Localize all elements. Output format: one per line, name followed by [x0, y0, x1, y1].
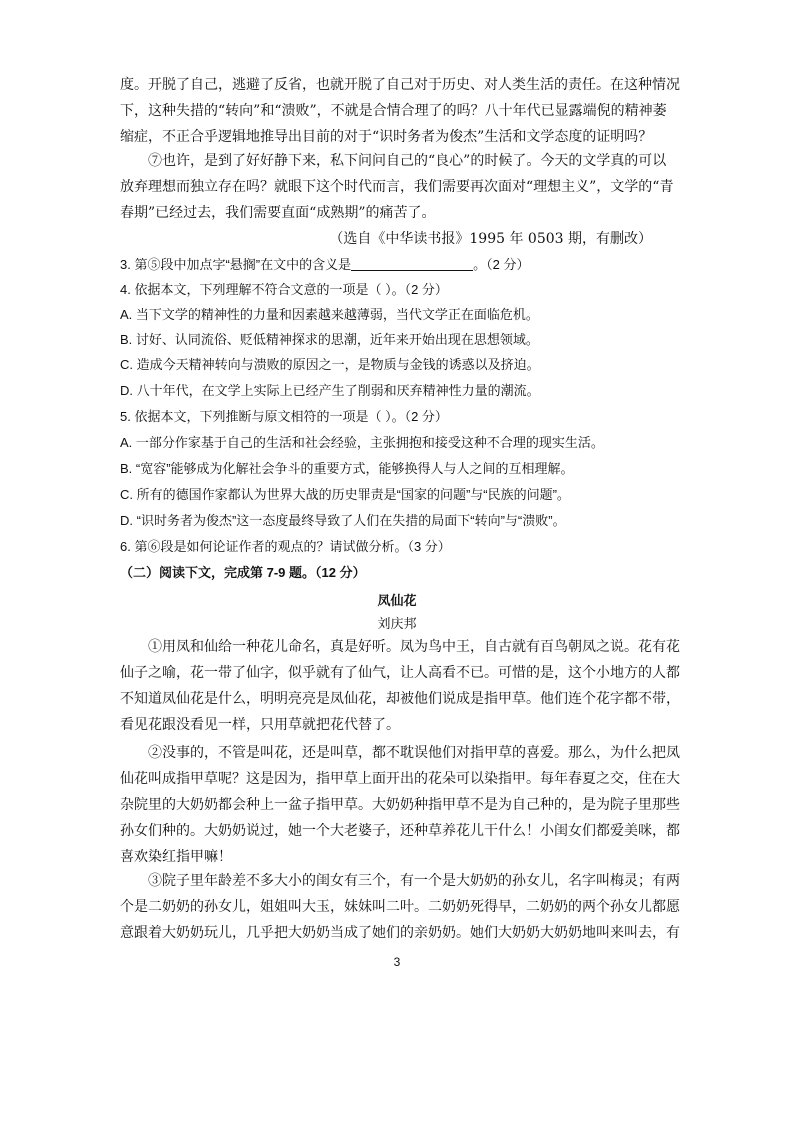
story-paragraph-2: ②没事的，不管是叫花，还是叫草，都不耽误他们对指甲草的喜爱。那么，为什么把凤仙花叫成指甲草呢？这是因为，指甲草上面开出的花朵可以染指甲。每年春夏之交，住在大杂院里的大奶奶都会种上一盆子指甲草。大奶奶种指甲草不是为自己种的，是为院子里那些孙女们种的。大奶奶说过，她一个大老婆子，还种草养花儿干什么！小闺女们都爱美咪，都喜欢染红指甲嘛！ [120, 745, 680, 865]
question-4-option-d: D. 八十年代，在文学上实际上已经产生了削弱和厌弃精神性力量的潮流。 [120, 383, 540, 398]
question-3 [120, 252, 680, 277]
passage-paragraph-continued: 度。开脱了自己，逃避了反省，也就开脱了自己对于历史、对人类生活的责任。在这种情况下，这种失措的“转向”和“溃败”，不就是合情合理了的吗？八十年代已显露端倪的精神萎缩症，不正合乎逻辑地推导出目前的对于“识时务者为俊杰”生活和文学态度的证明吗？ [120, 77, 680, 145]
question-4: 4. 依据本文，下列理解不符合文意的一项是（ ）。（2 分） [120, 282, 448, 297]
question-4-option-a: A. 当下文学的精神性的力量和因素越来越薄弱，当代文学正在面临危机。 [120, 307, 539, 322]
question-4-option-b: B. 讨好、认同流俗、贬低精神探求的思潮，近年来开始出现在思想领域。 [120, 332, 539, 347]
question-5-option-b: B. “宽容”能够成为化解社会争斗的重要方式，能够换得人与人之间的互相理解。 [120, 461, 574, 476]
question-5-option-c: C. 所有的德国作家都认为世界大战的历史罪责是“国家的问题”与“民族的问题”。 [120, 487, 570, 502]
story-paragraph-3: ③院子里年龄差不多大小的闺女有三个，有一个是大奶奶的孙女儿，名字叫梅灵；有两个是二奶奶的孙女儿，姐姐叫大玉，妹妹叫二叶。二奶奶死得早，二奶奶的两个孙女儿都愿意跟着大奶奶玩儿，几乎把大奶奶当成了她们的亲奶奶。她们大奶奶大奶奶地叫来叫去，有 [120, 873, 680, 941]
question-6: 6. 第⑥段是如何论证作者的观点的？请试做分析。（3 分） [120, 539, 451, 554]
question-4-option-c: C. 造成今天精神转向与溃败的原因之一，是物质与金钱的诱惑以及挤迫。 [120, 357, 540, 372]
page-number: 3 [393, 955, 401, 969]
question-3-text: 3. 第⑤段中加点字“悬搁”在文中的含义是 [120, 257, 352, 272]
story-author: 刘庆邦 [377, 617, 417, 632]
answer-blank[interactable] [351, 255, 473, 271]
story-title: 凤仙花 [377, 594, 417, 609]
section-2-heading: （二）阅读下文，完成第 7-9 题。（12 分） [120, 565, 366, 580]
question-5-option-a: A. 一部分作家基于自己的生活和社会经验，主张拥抱和接受这种不合理的现实生活。 [120, 435, 604, 450]
question-5: 5. 依据本文，下列推断与原文相符的一项是（ ）。（2 分） [120, 409, 448, 424]
question-5-option-d: D. “识时务者为俊杰”这一态度最终导致了人们在失措的局面下“转向”与“溃败”。 [120, 513, 566, 528]
passage-source: （选自《中华读书报》1995 年 0503 期，有删改） [329, 231, 652, 247]
passage-paragraph-7: ⑦也许，是到了好好静下来，私下问问自己的“良心”的时候了。今天的文学真的可以放弃理想而独立存在吗？就眼下这个时代而言，我们需要再次面对“理想主义”，文学的“青春期”已经过去，我们需要直面“成熟期”的痛苦了。 [120, 153, 674, 221]
question-3-points: 。（2 分） [473, 257, 530, 272]
story-paragraph-1: ①用凤和仙给一种花儿命名，真是好听。凤为鸟中王，自古就有百鸟朝凤之说。花有花仙子之喻，花一带了仙字，似乎就有了仙气，让人高看不已。可惜的是，这个小地方的人都不知道凤仙花是什么，明明亮亮是凤仙花，却被他们说成是指甲草。他们连个花字都不带，看见花跟没看见一样，只用草就把花代替了。 [120, 639, 680, 733]
